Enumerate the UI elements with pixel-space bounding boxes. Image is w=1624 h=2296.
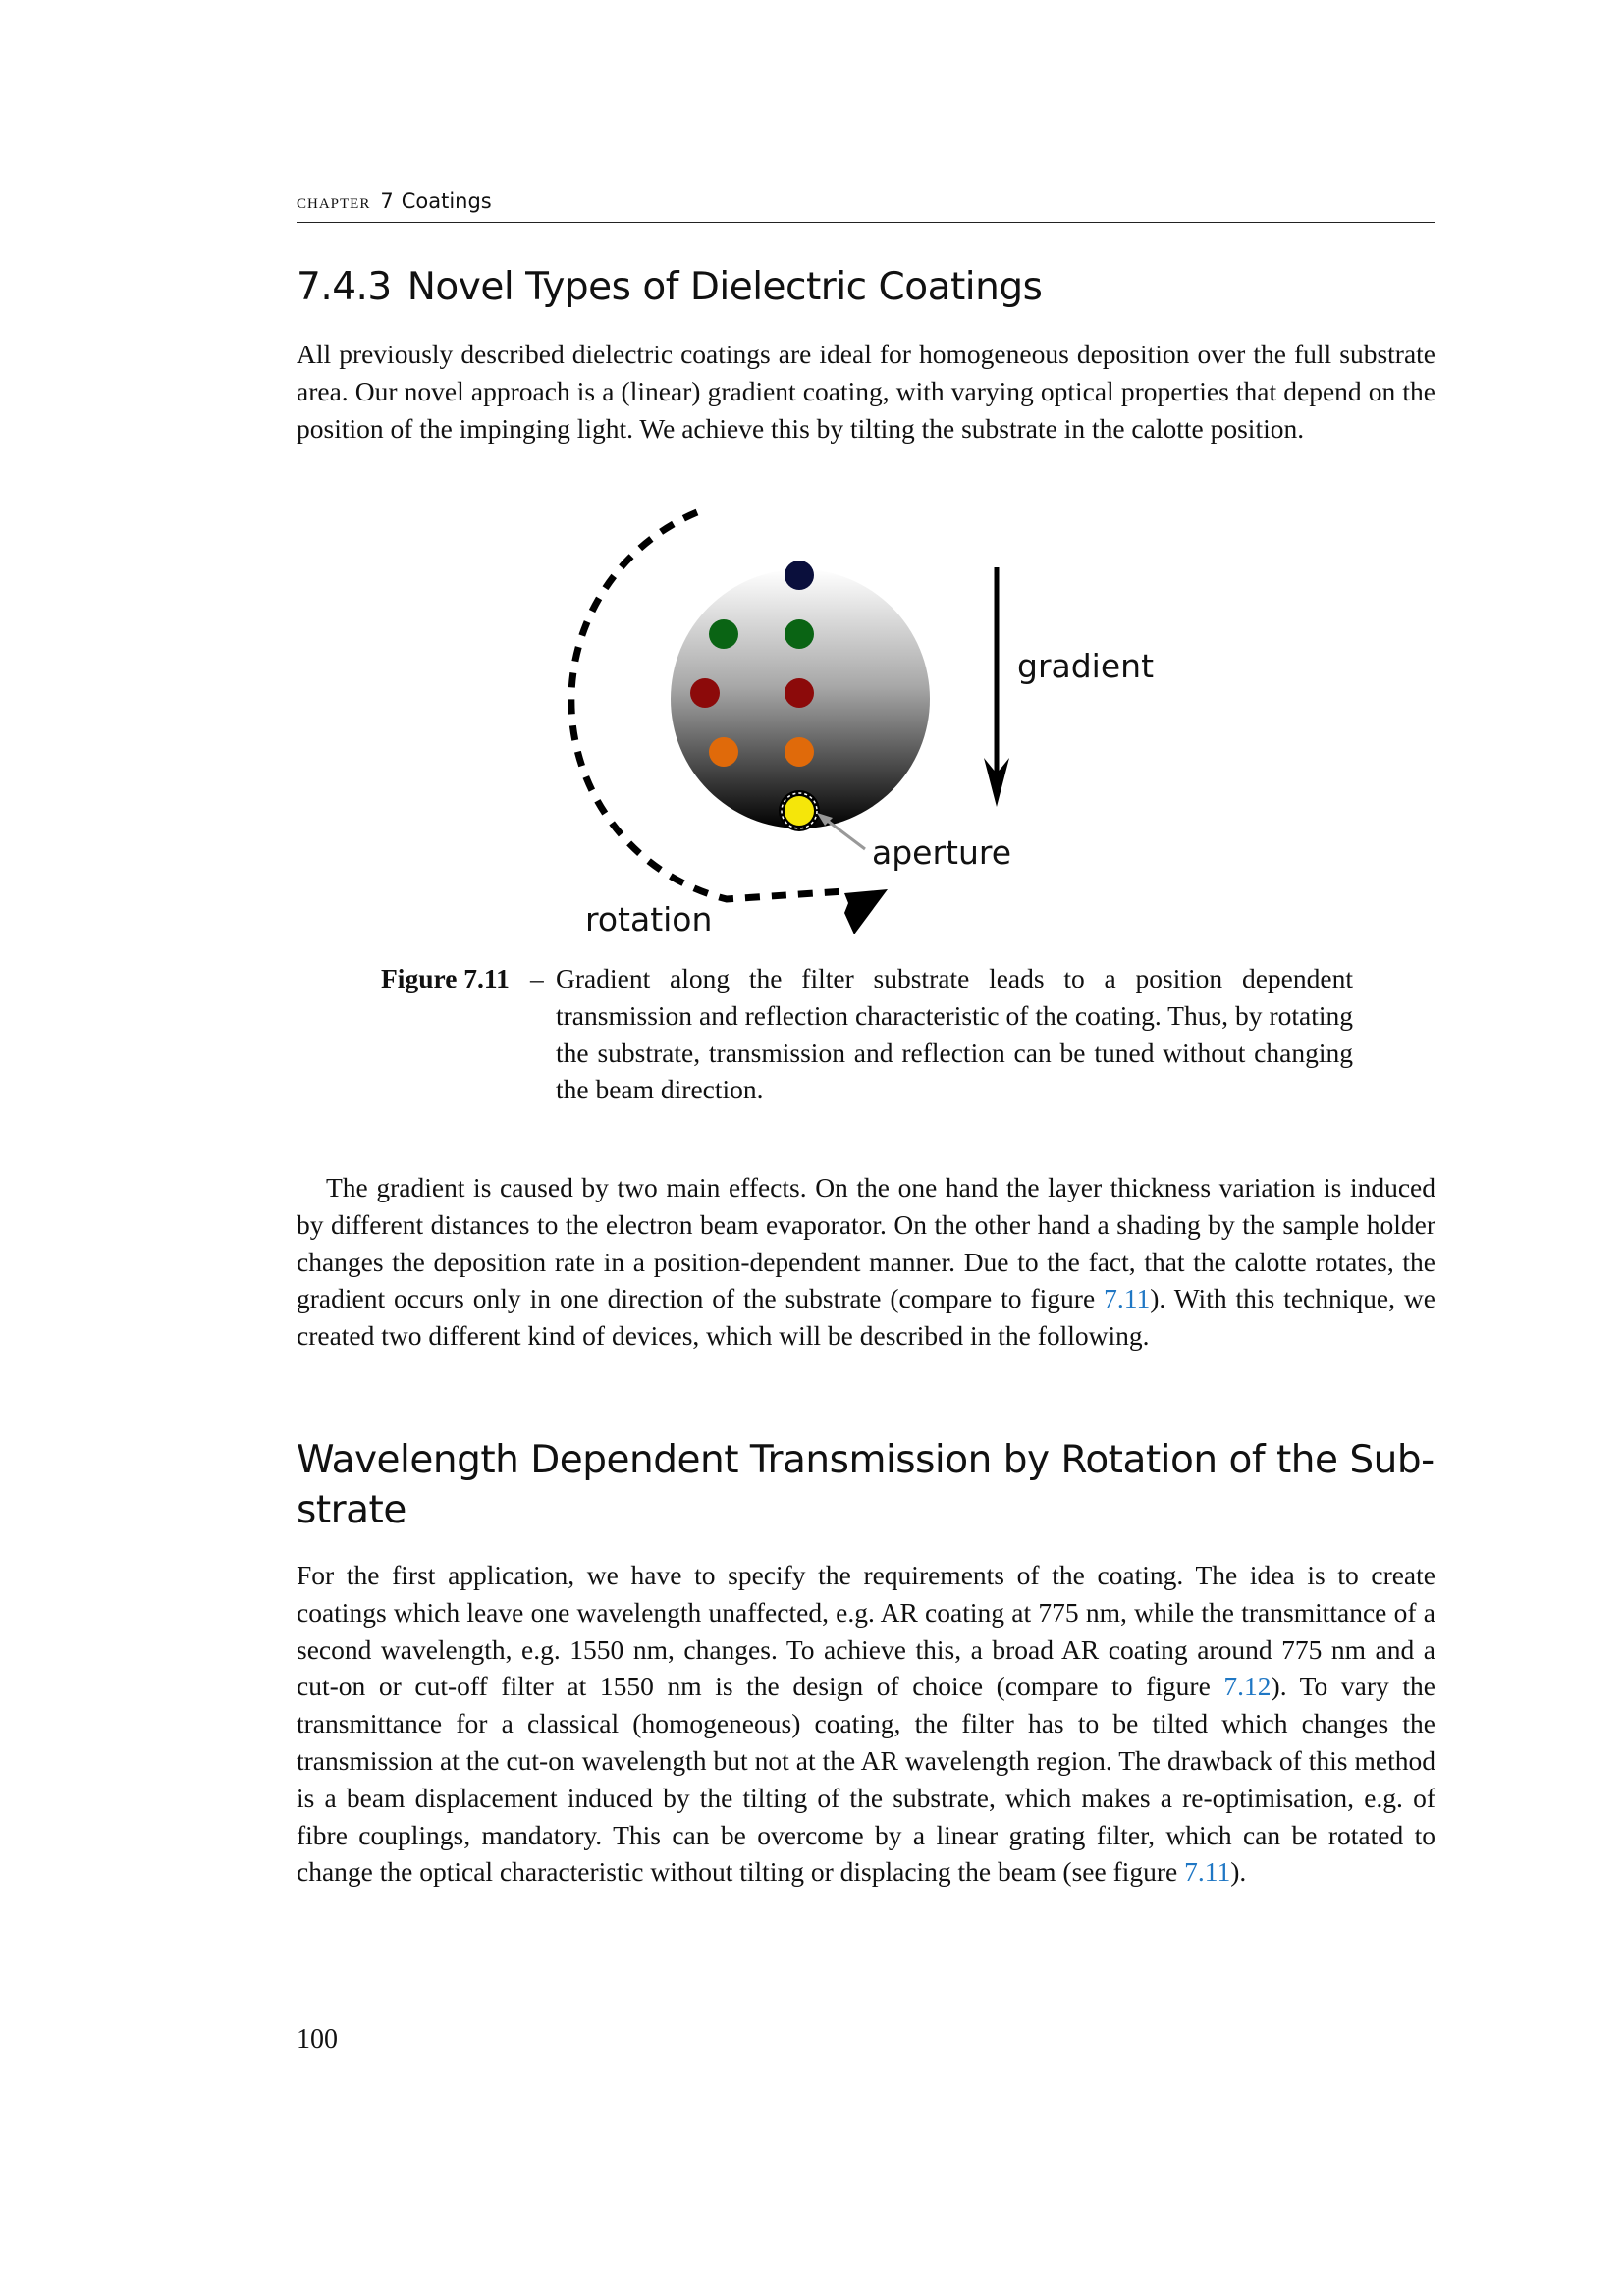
running-head [297, 188, 1435, 223]
page-number: 100 [297, 2024, 338, 2055]
figure-7-11 [560, 501, 1188, 952]
paragraph-text: ). To vary the transmittance for a classical (homogeneous) coating, the filter has to be tilted which changes the transmission at the cut-on wavelength but not at the AR wavelength region. The drawback of this method is a beam displacement induced by the tilting of the substrate, which makes a re-optimisation, e.g. of fibre couplings, mandatory. This can be overcome by a linear grating filter, which can be rotated to change the optical characteristic without tilting or displacing the beam (see figure [297, 1671, 1435, 1888]
gradient-label: gradient [1017, 647, 1155, 685]
gradient-rotation-diagram [560, 501, 1188, 952]
spot-green-left [709, 619, 738, 649]
spot-red-left [690, 678, 720, 708]
chapter-label: chapter [297, 188, 371, 213]
aperture-spot [785, 796, 814, 826]
aperture-label: aperture [872, 833, 1012, 872]
section-heading [297, 265, 1435, 309]
rotation-arrow-head [844, 889, 888, 934]
subsection-heading: Wavelength Dependent Transmission by Rotation of the Sub- strate [297, 1438, 1435, 1532]
figure-reference-link[interactable]: 7.12 [1223, 1671, 1272, 1702]
section-title: Novel Types of Dielectric Coatings [406, 265, 1043, 309]
figure-caption [381, 960, 1353, 1108]
paragraph-intro: All previously described dielectric coatings are ideal for homogeneous deposition over the full substrate area. Our novel approach is a (linear) gradient coating, with varying optical properties that depend on the position of the impinging light. We achieve this by tilting the substrate in the calotte position. [297, 339, 1435, 444]
caption-label: Figure 7.11 [381, 963, 510, 993]
figure-reference-link[interactable]: 7.11 [1184, 1856, 1231, 1888]
paragraph-text: For the first application, we have to specify the requirements of the coating. The idea is to create coatings which leave one wavelength unaffected, e.g. AR coating at 775 nm, while the transmittance of a second wavelength, e.g. 1550 nm, changes. To achieve this, a broad AR coating around 775 nm and a cut-on or cut-off filter at 1550 nm is the design of choice (compare to figure [297, 1560, 1435, 1702]
paragraph-text: ). [1230, 1856, 1247, 1888]
spot-orange-right [785, 737, 814, 767]
figure-reference-link[interactable]: 7.11 [1104, 1283, 1151, 1314]
spot-green-right [785, 619, 814, 649]
caption-dash: – [530, 963, 544, 993]
paragraph-text: The gradient is caused by two main effects. On the one hand the layer thickness variation is induced by different distances to the electron beam evaporator. On the other hand a shading by the sample holder changes the deposition rate in a position-dependent manner. Due to the fact, that the calotte rotates, the gradient occurs only in one direction of the substrate (compare to figure [297, 1172, 1435, 1314]
caption-text: Gradient along the filter substrate leads to a position dependent transmission and reflection characteristic of the coating. Thus, by rotating the substrate, transmission and reflection can be tuned without changing the beam direction. [556, 963, 1353, 1105]
chapter-title: Coatings [401, 189, 492, 213]
spot-red-right [785, 678, 814, 708]
paragraph-gradient-cause [297, 1169, 1435, 1355]
chapter-number: 7 [380, 189, 394, 213]
section-number: 7.4.3 [297, 265, 392, 309]
spot-orange-left [709, 737, 738, 767]
paragraph-application [297, 1557, 1435, 1891]
rotation-label: rotation [585, 900, 713, 938]
spot-navy [785, 561, 814, 590]
paragraph-text: ). With this technique, we created two different kind of devices, which will be described in the following. [297, 1283, 1436, 1352]
